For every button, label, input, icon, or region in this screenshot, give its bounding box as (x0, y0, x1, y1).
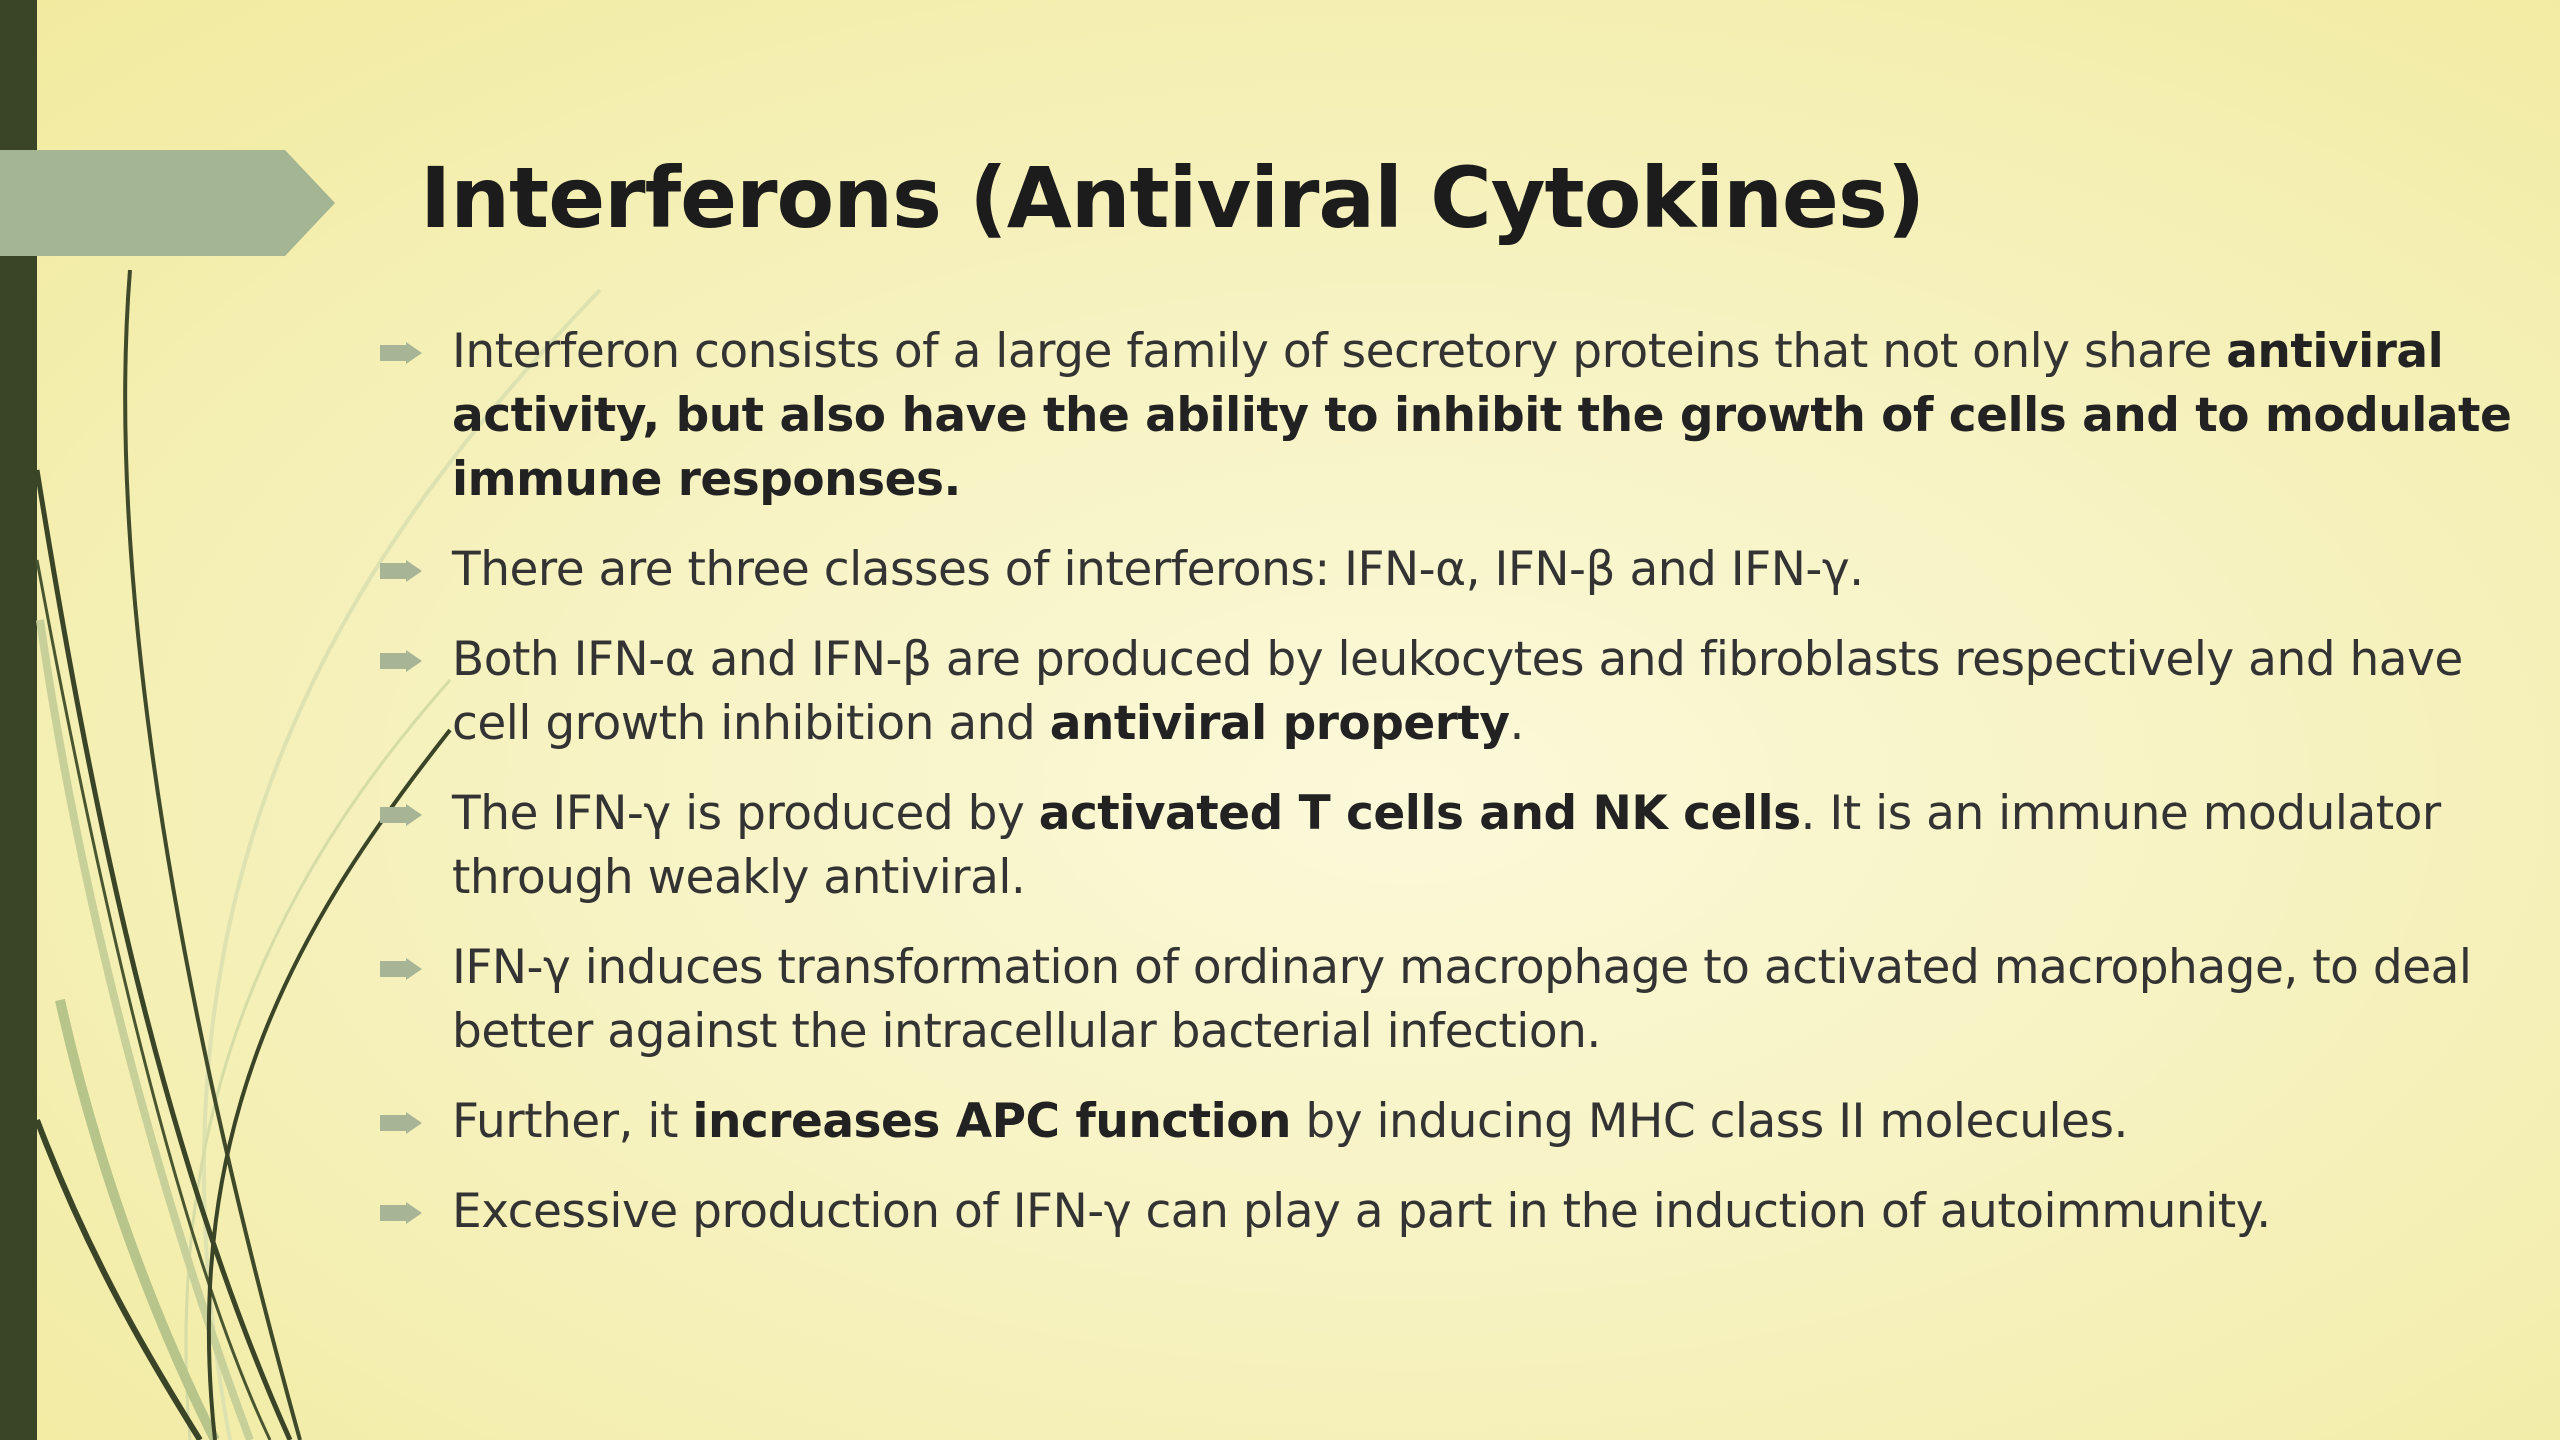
arrow-bullet-icon (380, 1112, 422, 1134)
title-arrow-icon (0, 150, 340, 256)
bullet-text: The IFN-γ is produced by (452, 786, 1039, 841)
arrow-bullet-icon (380, 650, 422, 672)
bullet-text-bold: increases APC function (692, 1094, 1291, 1149)
bullet-text-bold: activated T cells and NK cells (1038, 786, 1801, 841)
arrow-bullet-icon (380, 1202, 422, 1224)
bullet-item (380, 320, 2530, 512)
bullet-text: There are three classes of interferons: IFN-α, IFN-β and IFN-γ. (452, 542, 1864, 597)
bullet-text: . (1509, 696, 1524, 751)
bullet-item (380, 1090, 2530, 1154)
bullet-text: Interferon consists of a large family of secretory proteins that not only share (452, 324, 2227, 379)
slide-title: Interferons (Antiviral Cytokines) (420, 149, 1925, 247)
bullet-text: Further, it (452, 1094, 693, 1149)
bullet-text: . It is an immune modulator through weakly antiviral. (452, 786, 2441, 905)
bullet-text: Excessive production of IFN-γ can play a part in the induction of autoimmunity. (452, 1184, 2271, 1239)
arrow-bullet-icon (380, 342, 422, 364)
bullet-text: by inducing MHC class II molecules. (1290, 1094, 2128, 1149)
bullet-text-bold: antiviral activity, but also have the ability to inhibit the growth of cells and to modulate immune responses. (452, 324, 2512, 507)
arrow-bullet-icon (380, 804, 422, 826)
bullet-item (380, 782, 2530, 910)
bullet-text: IFN-γ induces transformation of ordinary macrophage to activated macrophage, to deal better against the intracellular bacterial infection. (452, 940, 2472, 1059)
bullet-list (380, 320, 2530, 1270)
bullet-item (380, 628, 2530, 756)
arrow-bullet-icon (380, 560, 422, 582)
bullet-item (380, 538, 2530, 602)
bullet-text: Both IFN-α and IFN-β are produced by leukocytes and fibroblasts respectively and have cell growth inhibition and (452, 632, 2463, 751)
bullet-item (380, 936, 2530, 1064)
bullet-item (380, 1180, 2530, 1244)
arrow-bullet-icon (380, 958, 422, 980)
bullet-text-bold: antiviral property (1049, 696, 1510, 751)
